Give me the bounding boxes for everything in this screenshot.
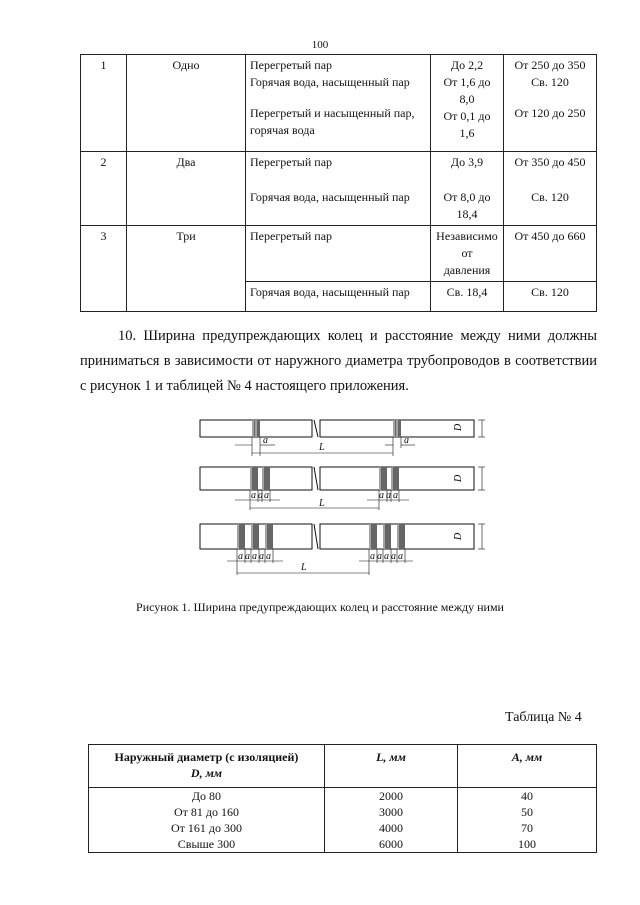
- cell-diameter: От 81 до 160: [89, 804, 325, 820]
- paragraph-10: 10. Ширина предупреждающих колец и расстояние между ними должны приниматься в зависимости от наружного диаметра трубопроводов в соответствии с рисунок 1 и таблицей № 4 настоящего приложения.: [80, 328, 597, 394]
- cell-L: 6000: [324, 836, 457, 853]
- pipe-diagram-two-rings: [200, 467, 485, 510]
- table-row: [81, 226, 597, 282]
- svg-text:a: a: [370, 551, 375, 562]
- table-header-row: [89, 745, 597, 788]
- diameter-label: D: [453, 532, 464, 540]
- pressure-cell: До 3,9 От 8,0 до 18,4: [431, 152, 504, 226]
- table-caption: Таблица № 4: [505, 710, 582, 725]
- svg-text:a: a: [398, 551, 403, 562]
- svg-text:a: a: [384, 551, 389, 562]
- svg-text:a: a: [391, 551, 396, 562]
- table-row: [89, 836, 597, 853]
- cell-A: 40: [458, 788, 597, 805]
- media-cell: Горячая вода, насыщенный пар: [246, 282, 431, 312]
- cell-L: 2000: [324, 788, 457, 805]
- row-number: 3: [81, 226, 127, 312]
- cell-A: 50: [458, 804, 597, 820]
- pressure-cell: Св. 18,4: [431, 282, 504, 312]
- pipe-diagram-single-ring: [200, 420, 485, 456]
- svg-text:a: a: [252, 551, 257, 562]
- temperature-cell: От 450 до 660: [504, 226, 597, 282]
- ring-distance-label: L: [319, 442, 325, 453]
- row-number: 2: [81, 152, 127, 226]
- group-name: Два: [127, 152, 246, 226]
- svg-text:a: a: [386, 490, 391, 501]
- ring-distance-label: L: [319, 498, 325, 509]
- cell-L: 3000: [324, 804, 457, 820]
- table-row: [89, 788, 597, 805]
- ring-width-label: a: [404, 435, 409, 446]
- svg-text:a: a: [393, 490, 398, 501]
- media-cell: Перегретый пар: [246, 226, 431, 282]
- table-row: [81, 152, 597, 226]
- svg-text:a: a: [245, 551, 250, 562]
- diameter-label: D: [453, 474, 464, 482]
- pressure-cell: До 2,2 От 1,6 до 8,0 От 0,1 до 1,6: [431, 55, 504, 152]
- group-name: Одно: [127, 55, 246, 152]
- table-row: [89, 804, 597, 820]
- row-number: 1: [81, 55, 127, 152]
- table-row: [81, 55, 597, 152]
- svg-text:a: a: [266, 551, 271, 562]
- temperature-cell: От 350 до 450 Св. 120: [504, 152, 597, 226]
- cell-diameter: Свыше 300: [89, 836, 325, 853]
- media-cell: Перегретый пар Горячая вода, насыщенный пар Перегретый и насыщенный пар, горячая вода: [246, 55, 431, 152]
- figure-caption: Рисунок 1. Ширина предупреждающих колец и расстояние между ними: [136, 600, 504, 614]
- table-row: [89, 820, 597, 836]
- warning-rings-figure: [195, 418, 495, 580]
- svg-text:a: a: [377, 551, 382, 562]
- svg-text:a: a: [264, 490, 269, 501]
- cell-A: 70: [458, 820, 597, 836]
- cell-diameter: До 80: [89, 788, 325, 805]
- svg-text:a: a: [238, 551, 243, 562]
- ring-distance-label: L: [301, 562, 307, 573]
- temperature-cell: От 250 до 350 Св. 120 От 120 до 250: [504, 55, 597, 152]
- cell-A: 100: [458, 836, 597, 853]
- header-diameter: Наружный диаметр (с изоляцией) D, мм: [89, 745, 325, 788]
- svg-text:a: a: [251, 490, 256, 501]
- cell-L: 4000: [324, 820, 457, 836]
- ring-width-label: a: [263, 435, 268, 446]
- media-cell: Перегретый пар Горячая вода, насыщенный пар: [246, 152, 431, 226]
- svg-text:a: a: [379, 490, 384, 501]
- page-number: 100: [311, 39, 329, 51]
- svg-text:a: a: [259, 551, 264, 562]
- temperature-cell: Св. 120: [504, 282, 597, 312]
- group-name: Три: [127, 226, 246, 312]
- table-4: [88, 744, 597, 853]
- pressure-cell: Независимо от давления: [431, 226, 504, 282]
- diameter-label: D: [453, 423, 464, 431]
- pipe-diagram-three-rings: [200, 524, 485, 575]
- header-A: А, мм: [458, 745, 597, 788]
- svg-text:a: a: [258, 490, 263, 501]
- steam-pipe-groups-table: [80, 54, 597, 312]
- header-L: L, мм: [324, 745, 457, 788]
- cell-diameter: От 161 до 300: [89, 820, 325, 836]
